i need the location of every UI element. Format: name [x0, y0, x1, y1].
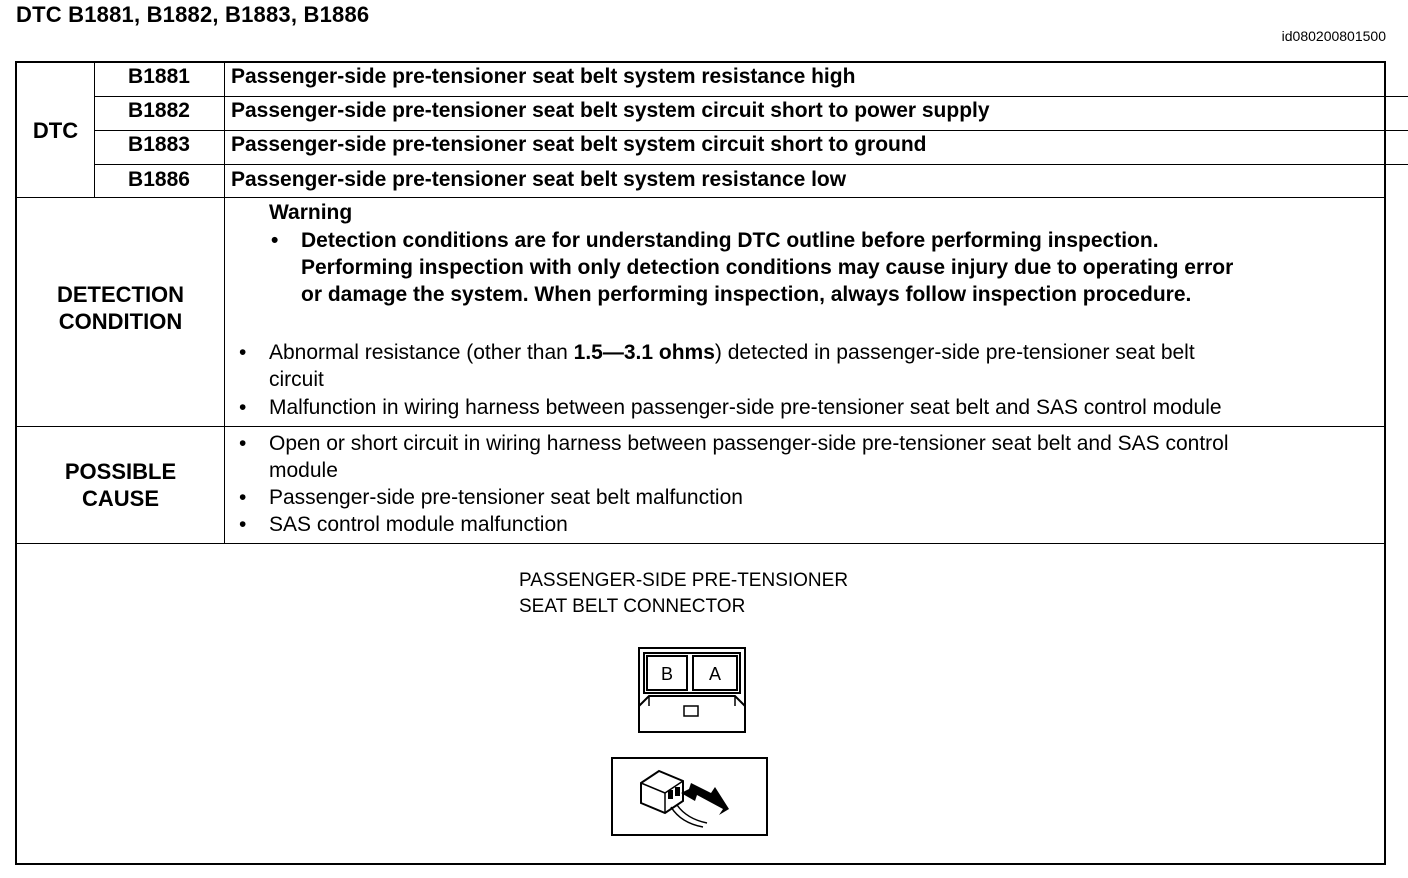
cause-bullet-3-icon: •	[239, 513, 247, 536]
dtc-code-2: B1882	[128, 99, 190, 122]
divider-diagram	[17, 543, 1386, 544]
dtc-desc-1: Passenger-side pre-tensioner seat belt system resistance high	[231, 65, 856, 88]
dtc-desc-3: Passenger-side pre-tensioner seat belt system circuit short to ground	[231, 133, 927, 156]
cause-bullet-2-icon: •	[239, 486, 247, 509]
dtc-label: DTC	[32, 117, 79, 143]
cause-bullet-1-icon: •	[239, 432, 247, 455]
cause-item-3: SAS control module malfunction	[269, 513, 568, 536]
detection-item-2: Malfunction in wiring harness between passenger-side pre-tensioner seat belt and SAS control module	[269, 396, 1222, 419]
dtc-code-1: B1881	[128, 65, 190, 88]
possible-cause-label	[17, 458, 224, 512]
detection-item-1-cont: circuit	[269, 368, 324, 391]
dtc-desc-4: Passenger-side pre-tensioner seat belt system resistance low	[231, 168, 847, 191]
resistance-range: 1.5—3.1 ohms	[573, 341, 715, 364]
page-title: DTC B1881, B1882, B1883, B1886	[16, 2, 370, 27]
detection-item-1-post: ) detected in passenger-side pre-tensioner seat belt	[714, 341, 1195, 364]
dtc-code-4: B1886	[128, 168, 190, 191]
detection-label-line2: CONDITION	[58, 309, 183, 334]
possible-cause-label-line1: POSSIBLE	[64, 459, 177, 484]
cause-item-1	[269, 430, 1229, 484]
detection-item-1-pre: Abnormal resistance (other than	[269, 341, 574, 364]
possible-cause-label-line2: CAUSE	[81, 486, 159, 511]
connector-face-diagram	[637, 646, 749, 736]
terminal-b-label: B	[660, 664, 674, 684]
connector-label-line2: SEAT BELT CONNECTOR	[519, 596, 746, 617]
connector-latch	[684, 706, 698, 716]
detection-bullet-2-icon: •	[239, 396, 247, 419]
document-id: id080200801500	[1281, 28, 1386, 44]
detection-label	[17, 281, 224, 335]
detection-item-1	[269, 339, 1195, 393]
harness-side-icon	[611, 757, 769, 837]
cause-item-2: Passenger-side pre-tensioner seat belt malfunction	[269, 486, 743, 509]
warning-line-2: Performing inspection with only detection conditions may cause injury due to operating error	[301, 256, 1234, 279]
warning-title: Warning	[269, 201, 353, 224]
divider-detection	[17, 197, 1386, 198]
connector-label-line1: PASSENGER-SIDE PRE-TENSIONER	[519, 570, 849, 591]
terminal-a-label: A	[708, 664, 722, 684]
warning-bullet-icon: •	[271, 229, 279, 252]
detection-label-line1: DETECTION	[56, 282, 185, 307]
dtc-table	[15, 61, 1386, 865]
cause-item-1-cont: module	[269, 459, 338, 482]
connector-label	[519, 568, 848, 620]
warning-line-3: or damage the system. When performing inspection, always follow inspection procedure.	[301, 283, 1192, 306]
cause-item-1-line: Open or short circuit in wiring harness between passenger-side pre-tensioner seat belt and SAS control	[269, 432, 1229, 455]
divider-cause	[17, 426, 1386, 427]
warning-text	[301, 227, 1233, 308]
dtc-code-3: B1883	[128, 133, 190, 156]
dtc-desc-2: Passenger-side pre-tensioner seat belt system circuit short to power supply	[231, 99, 990, 122]
detection-bullet-1-icon: •	[239, 341, 247, 364]
warning-line-1: Detection conditions are for understanding DTC outline before performing inspection.	[301, 229, 1159, 252]
